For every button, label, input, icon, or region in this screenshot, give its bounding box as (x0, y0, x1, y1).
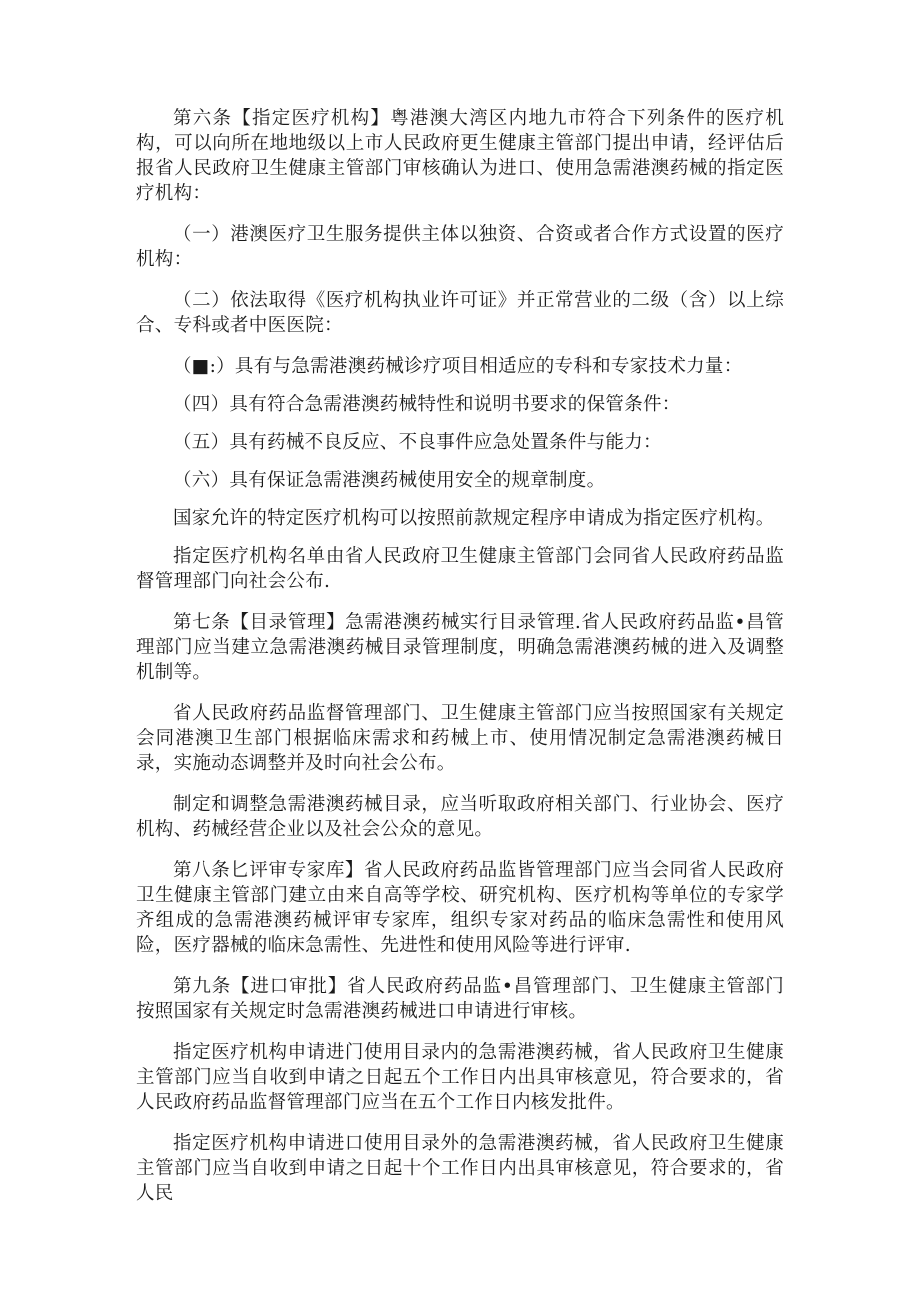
paragraph-national-permission: 国家允许的特定医疗机构可以按照前款规定程序申请成为指定医疗机构。 (173, 508, 775, 529)
paragraph-out-catalog-approval: 指定医疗机构申请进口使用目录外的急需港澳药械，省人民政府卫生健康主管部门应当自收到申请之日起十个工作日内出具审核意见，符合要求的，省人民 (136, 1133, 784, 1204)
paragraph-item-5: （五）具有药械不良反应、不良事件应急处置条件与能力： (173, 432, 662, 453)
paragraph-item-3: （■:）具有与急需港澳药械诊疗项目相适应的专科和专家技术力量： (173, 356, 743, 377)
paragraph-item-4: （四）具有符合急需港澳药械特性和说明书要求的保管条件： (173, 394, 681, 415)
paragraph-item-6: （六）具有保证急需港澳药械使用安全的规章制度。 (173, 470, 606, 491)
paragraph-article-6: 第六条【指定医疗机构】粤港澳大湾区内地九市符合下列条件的医疗机构，可以向所在地地级以上市人民政府更生健康主管部门提出申请，经评估后报省人民政府卫生健康主管部门审核确认为进口、使用急需港澳药械的指定医疗机构： (136, 108, 784, 204)
paragraph-article-7: 第七条【目录管理】急需港澳药械实行目录管理.省人民政府药品监•昌管理部门应当建立急需港澳药械目录管理制度，明确急需港澳药械的进入及调整机制等。 (136, 612, 784, 683)
paragraph-list-publication: 指定医疗机构名单由省人民政府卫生健康主管部门会同省人民政府药品监督管理部门向社会公布. (136, 546, 784, 592)
paragraph-article-8: 第八条匕评审专家库】省人民政府药品监皆管理部门应当会同省人民政府卫生健康主管部门建立由来自高等学校、研究机构、医疗机构等单位的专家学齐组成的急需港澳药械评审专家库，组织专家对药品的临床急需性和使用风险，医疗器械的临床急需性、先进性和使用风险等进行评审. (136, 860, 784, 956)
paragraph-item-1: （一）港澳医疗卫生服务提供主体以独资、合资或者合作方式设置的医疗机构： (136, 224, 784, 270)
paragraph-catalog-opinions: 制定和调整急需港澳药械目录，应当听取政府相关部门、行业协会、医疗机构、药械经营企业以及社会公众的意见。 (136, 794, 784, 840)
paragraph-item-2: （二）依法取得《医疗机构执业许可证》并正常营业的二级（含）以上综合、专科或者中医医院： (136, 290, 784, 336)
paragraph-catalog-formulation: 省人民政府药品监督管理部门、卫生健康主管部门应当按照国家有关规定会同港澳卫生部门根据临床需求和药械上市、使用情况制定急需港澳药械日录，实施动态调整并及时向社会公布。 (136, 703, 784, 774)
paragraph-article-9: 第九条【进口审批】省人民政府药品监•昌管理部门、卫生健康主管部门按照国家有关规定时急需港澳药械进口申请进行审核。 (136, 976, 784, 1022)
document-body (136, 106, 784, 1222)
paragraph-in-catalog-approval: 指定医疗机构申请进门使用目录内的急需港澳药械，省人民政府卫生健康主管部门应当自收到申请之日起五个工作日内出具审核意见，符合要求的，省人民政府药品监督管理部门应当在五个工作日内核发批件。 (136, 1042, 784, 1113)
